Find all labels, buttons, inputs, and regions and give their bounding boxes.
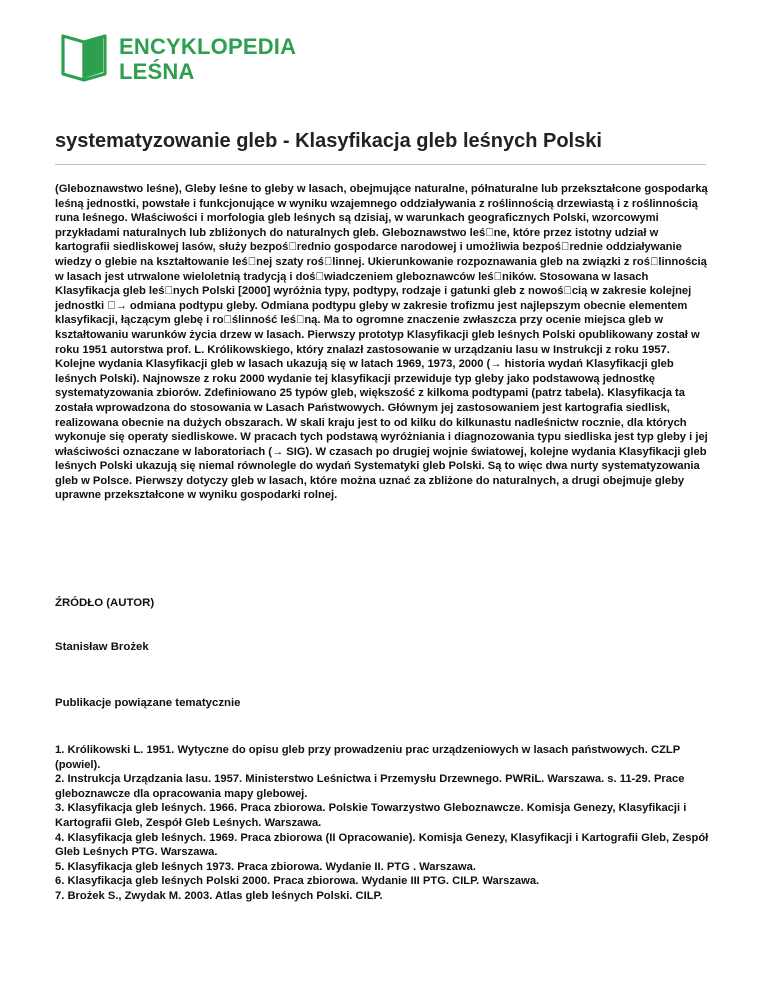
author-name: Stanisław Brożek [55, 641, 149, 653]
source-heading: ŹRÓDŁO (AUTOR) [55, 597, 155, 609]
publication-item: 6. Klasyfikacja gleb leśnych Polski 2000. Praca zbiorowa. Wydanie III PTG. CILP. Warszawa. [55, 875, 540, 888]
publication-item: 5. Klasyfikacja gleb leśnych 1973. Praca zbiorowa. Wydanie II. PTG . Warszawa. [55, 860, 476, 873]
publication-item: 7. Brożek S., Zwydak M. 2003. Atlas gleb leśnych Polski. CILP. [55, 889, 383, 902]
publication-item: 3. Klasyfikacja gleb leśnych. 1966. Praca zbiorowa. Polskie Towarzystwo Gleboznawcze. Komisja Genezy, Klasyfikacji i Kartografii Gleb, Zespół Gleb Leśnych. Warszawa. [55, 802, 687, 829]
logo-line-2: LEŚNA [119, 59, 195, 84]
publications-heading: Publikacje powiązane tematycznie [55, 697, 241, 709]
title-divider [55, 164, 706, 165]
encyklopedia-lesna-logo[interactable] [55, 28, 296, 86]
page-title: systematyzowanie gleb - Klasyfikacja gleb leśnych Polski [55, 130, 602, 152]
publication-item: 2. Instrukcja Urządzania lasu. 1957. Ministerstwo Leśnictwa i Przemysłu Drzewnego. PWRiL. Warszawa. s. 11-29. Prace gleboznawcze dla opracowania mapy glebowej. [55, 773, 685, 800]
logo-wordmark [119, 34, 296, 84]
article-body: (Gleboznawstwo leśne), Gleby leśne to gleby w lasach, obejmujące naturalne, półnaturalne lub przekształcone gospodarką leśną jednostki, powstałe i funkcjonujące w wyniku wzajemnego oddziaływania z roślinnością drzewiastą i z roślinnością runa leśnego. Właściwości i morfologia gleb leśnych są dzisiaj, w warunkach geograficznych Polski, wzorcowymi przykładami naturalnych lub zbliżonych do naturalnych gleb. Gleboznawstwo leś􏰀ne, które przez istotny udział w kartografii siedliskowej lasów, służy bezpoś􏰀rednio gospodarce narodowej i umożliwia bezpoś􏰀rednie oddziaływanie wiedzy o glebie na kształtowanie leś􏰀nej szaty roś􏰀linnej. Ukierunkowanie rozpoznawania gleb na związki z roś􏰀linnością w lasach jest utrwalone wieloletnią tradycją i doś􏰀wiadczeniem gleboznawców leś􏰀ników. Stosowana w lasach Klasyfikacja gleb leś􏰀nych Polski [2000] wyróżnia typy, podtypy, rodzaje i gatunki gleb z nowoś􏰀cią w zakresie kolejnej jednostki 􏰀→ odmiana podtypu gleby. Odmiana podtypu gleby w zakresie trofizmu jest najlepszym obecnie elementem klasyfikacji, łączącym glebę i ro􏰀ślinność leś􏰀ną. Ma to ogromne znaczenie zwłaszcza przy ocenie miejsca gleb w kształtowaniu warunków życia drzew w lasach. Pierwszy prototyp Klasyfikacji gleb leśnych Polski opublikowany został w roku 1951 autorstwa prof. L. Królikowskiego, który znalazł zastosowanie w urządzaniu lasu w Instrukcji z roku 1957. Kolejne wydania Klasyfikacji gleb w lasach ukazują się w latach 1969, 1973, 2000 (→ historia wydań Klasyfikacji gleb leśnych Polski). Najnowsze z roku 2000 wydanie tej klasyfikacji przewiduje typ gleby jako podstawową jednostkę systematyzowania zbiorów. Zdefiniowano 25 typów gleb, większość z kilkoma podtypami (patrz tabela). Klasyfikacja ta została wprowadzona do stosowania w Lasach Państwowych. Głównym jej zastosowaniem jest kartografia siedlisk, realizowana obecnie na dużych obszarach. W skali kraju jest to od kilku do kilkunastu nadleśnictw rocznie, dla których wykonuje się operaty siedliskowe. W pracach tych podstawą wyróżniania i diagnozowania typu siedliska jest typ gleby i jej właściwości oznaczane w laboratoriach (→ SIG). W czasach po drugiej wojnie światowej, kolejne wydania Klasyfikacji gleb leśnych Polski ukazują się niemal równolegle do wydań Systematyki gleb Polski. Są to więc dwa nurty systematyzowania gleb w Polsce. Pierwszy dotyczy gleb w lasach, które można uznać za zbliżone do naturalnych, a drugi obejmuje gleby uprawne przekształcone w wyniku gospodarki rolnej. [55, 183, 708, 502]
publication-item: 1. Królikowski L. 1951. Wytyczne do opisu gleb przy prowadzeniu prac urządzeniowych w lasach państwowych. CZLP (powiel). [55, 744, 680, 771]
publications-list [55, 743, 715, 904]
publication-item: 4. Klasyfikacja gleb leśnych. 1969. Praca zbiorowa (II Opracowanie). Komisja Genezy, Klasyfikacji i Kartografii Gleb, Zespół Gleb Leśnych PTG. Warszawa. [55, 831, 709, 859]
logo-line-1: ENCYKLOPEDIA [119, 34, 297, 59]
open-book-icon [55, 28, 113, 86]
